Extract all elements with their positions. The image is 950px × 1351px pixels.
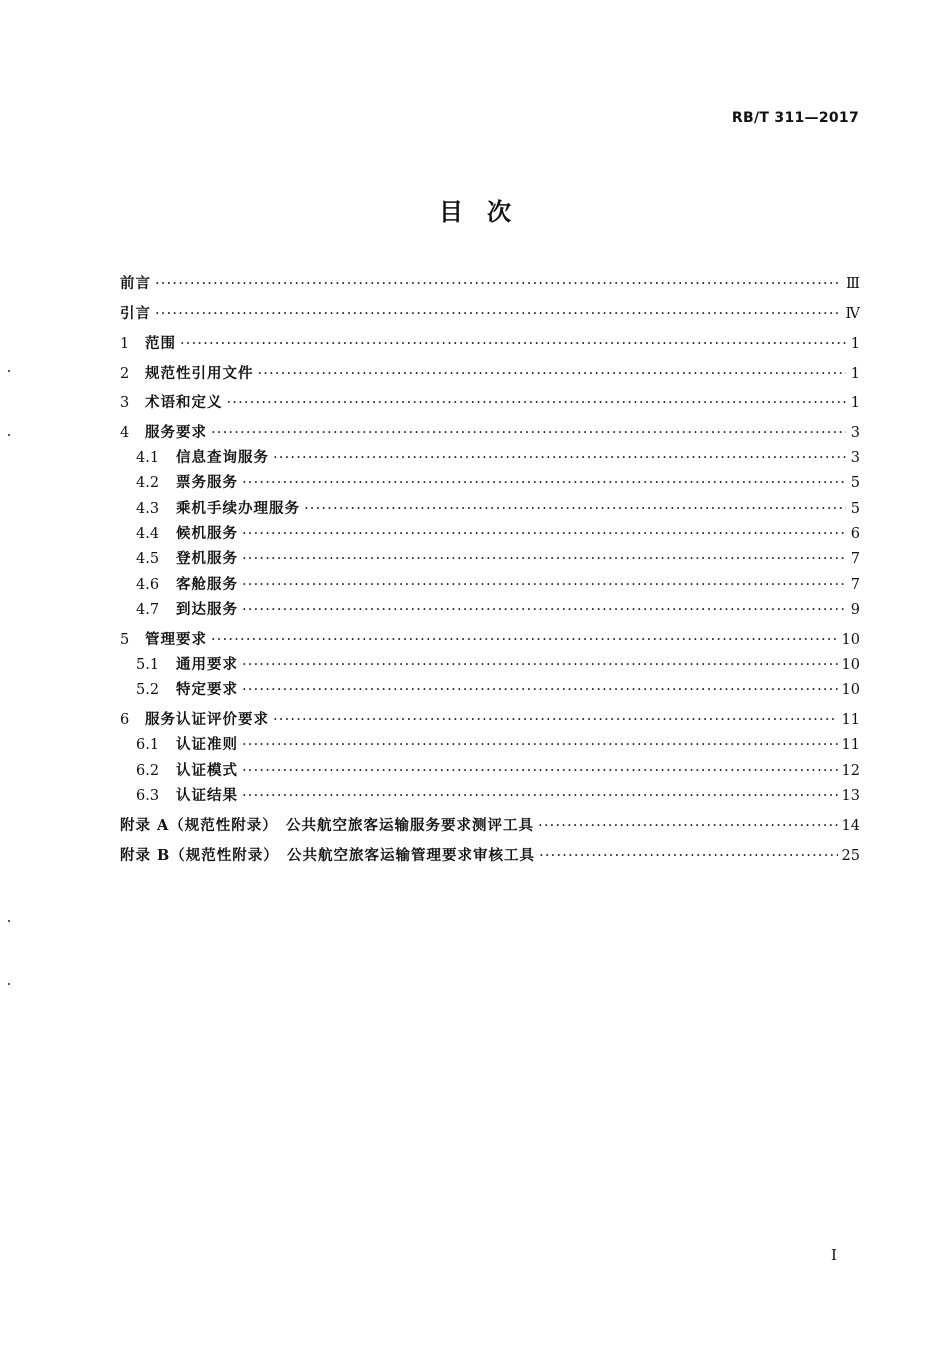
toc-entry-title: 范围 (145, 335, 176, 352)
margin-mark (8, 434, 10, 436)
toc-entry-number: 2 (120, 366, 130, 382)
dot-leader (242, 577, 846, 593)
dot-leader (227, 395, 847, 411)
toc-entry-page: 1 (850, 395, 860, 411)
toc-entry-page: 25 (841, 848, 860, 864)
toc-entry-number: 4.4 (136, 526, 160, 542)
toc-entry[interactable] (120, 598, 860, 620)
toc-entry-title: 前言 (120, 275, 151, 292)
toc-entry-number: 5 (120, 632, 130, 648)
toc-entry-title: 术语和定义 (145, 394, 223, 411)
toc-entry-page: Ⅳ (845, 306, 860, 322)
toc-entry-number: 6 (120, 712, 130, 728)
toc-entry-title: 引言 (120, 305, 151, 322)
dot-leader (242, 682, 838, 698)
dot-leader (242, 737, 838, 753)
dot-leader (211, 425, 846, 441)
toc-entry[interactable] (120, 362, 860, 384)
toc-entry-title: 客舱服务 (176, 576, 238, 593)
dot-leader (242, 763, 838, 779)
dot-leader (304, 501, 846, 517)
toc-entry-page: 11 (841, 712, 860, 728)
toc-entry-page: 5 (850, 475, 860, 491)
toc-entry[interactable] (120, 653, 860, 675)
toc-entry[interactable] (120, 302, 860, 324)
toc-entry-title: 到达服务 (176, 601, 238, 618)
toc-entry-title: 附录 A（规范性附录） 公共航空旅客运输服务要求测评工具 (120, 817, 535, 834)
toc-entry-number: 4.6 (136, 577, 160, 593)
toc-entry[interactable] (120, 272, 860, 294)
toc-entry-number: 4.5 (136, 551, 160, 567)
toc-entry-page: 13 (841, 788, 860, 804)
toc-entry[interactable] (120, 471, 860, 493)
margin-mark (8, 920, 10, 922)
dot-leader (242, 602, 846, 618)
toc-entry-number: 4.2 (136, 475, 160, 491)
toc-entry[interactable] (120, 844, 860, 866)
dot-leader (155, 306, 842, 322)
toc-entry-number: 5.1 (136, 657, 160, 673)
toc-entry-title: 服务认证评价要求 (145, 711, 269, 728)
toc-entry-page: 10 (841, 682, 860, 698)
dot-leader (273, 712, 838, 728)
toc-entry-number: 4.3 (136, 501, 160, 517)
page-title: 目 次 (439, 198, 511, 226)
margin-mark (8, 983, 10, 985)
dot-leader (242, 475, 846, 491)
toc-entry-page: 7 (850, 577, 860, 593)
toc-entry-number: 3 (120, 395, 130, 411)
toc-entry-page: 11 (841, 737, 860, 753)
toc-entry-title: 认证模式 (176, 762, 238, 779)
dot-leader (258, 366, 847, 382)
dot-leader (273, 450, 846, 466)
dot-leader (242, 526, 846, 542)
toc-entry[interactable] (120, 332, 860, 354)
toc-entry-title: 信息查询服务 (176, 449, 269, 466)
toc-entry[interactable] (120, 522, 860, 544)
toc-entry[interactable] (120, 784, 860, 806)
toc-entry-title: 通用要求 (176, 656, 238, 673)
toc-entry-page: 12 (841, 763, 860, 779)
toc-entry-page: 5 (850, 501, 860, 517)
toc-entry-page: 3 (850, 450, 860, 466)
page-folio: I (831, 1246, 837, 1264)
toc-entry-title: 特定要求 (176, 681, 238, 698)
toc-entry[interactable] (120, 446, 860, 468)
toc-entry[interactable] (120, 759, 860, 781)
toc-entry-title: 规范性引用文件 (145, 365, 254, 382)
toc-entry[interactable] (120, 733, 860, 755)
toc-entry-title: 候机服务 (176, 525, 238, 542)
toc-entry-number: 4.7 (136, 602, 160, 618)
toc-entry-page: 9 (850, 602, 860, 618)
toc-entry-page: 14 (841, 818, 860, 834)
toc-entry-title: 认证结果 (176, 787, 238, 804)
toc-entry-title: 附录 B（规范性附录） 公共航空旅客运输管理要求审核工具 (120, 847, 536, 864)
toc-entry-page: 10 (841, 632, 860, 648)
toc-entry-number: 1 (120, 336, 130, 352)
dot-leader (242, 657, 838, 673)
toc-entry-page: 1 (850, 366, 860, 382)
dot-leader (242, 788, 838, 804)
toc-entry-page: 6 (850, 526, 860, 542)
dot-leader (538, 818, 838, 834)
toc-entry-number: 6.3 (136, 788, 160, 804)
toc-entry[interactable] (120, 708, 860, 730)
toc-entry-title: 乘机手续办理服务 (176, 500, 300, 517)
toc-entry-page: Ⅲ (846, 276, 860, 292)
toc-entry-title: 认证准则 (176, 736, 238, 753)
toc-entry[interactable] (120, 391, 860, 413)
toc-entry-title: 票务服务 (176, 474, 238, 491)
toc-entry-page: 1 (850, 336, 860, 352)
toc-entry[interactable] (120, 814, 860, 836)
toc-entry[interactable] (120, 421, 860, 443)
toc-entry-number: 5.2 (136, 682, 160, 698)
toc-entry-page: 10 (841, 657, 860, 673)
margin-mark (8, 370, 10, 372)
dot-leader (242, 551, 846, 567)
toc-entry-number: 6.1 (136, 737, 160, 753)
toc-entry-page: 7 (850, 551, 860, 567)
toc-entry-number: 4 (120, 425, 130, 441)
toc-entry-number: 4.1 (136, 450, 160, 466)
standard-code: RB/T 311—2017 (731, 110, 859, 126)
toc-entry-title: 登机服务 (176, 550, 238, 567)
toc-entry[interactable] (120, 678, 860, 700)
toc-entry-title: 服务要求 (145, 424, 207, 441)
dot-leader (180, 336, 846, 352)
dot-leader (211, 632, 838, 648)
toc-entry[interactable] (120, 573, 860, 595)
toc-entry[interactable] (120, 628, 860, 650)
toc-entry[interactable] (120, 497, 860, 519)
dot-leader (539, 848, 837, 864)
toc-entry-number: 6.2 (136, 763, 160, 779)
toc-entry-page: 3 (850, 425, 860, 441)
toc-entry-title: 管理要求 (145, 631, 207, 648)
toc-entry[interactable] (120, 547, 860, 569)
dot-leader (155, 276, 842, 292)
